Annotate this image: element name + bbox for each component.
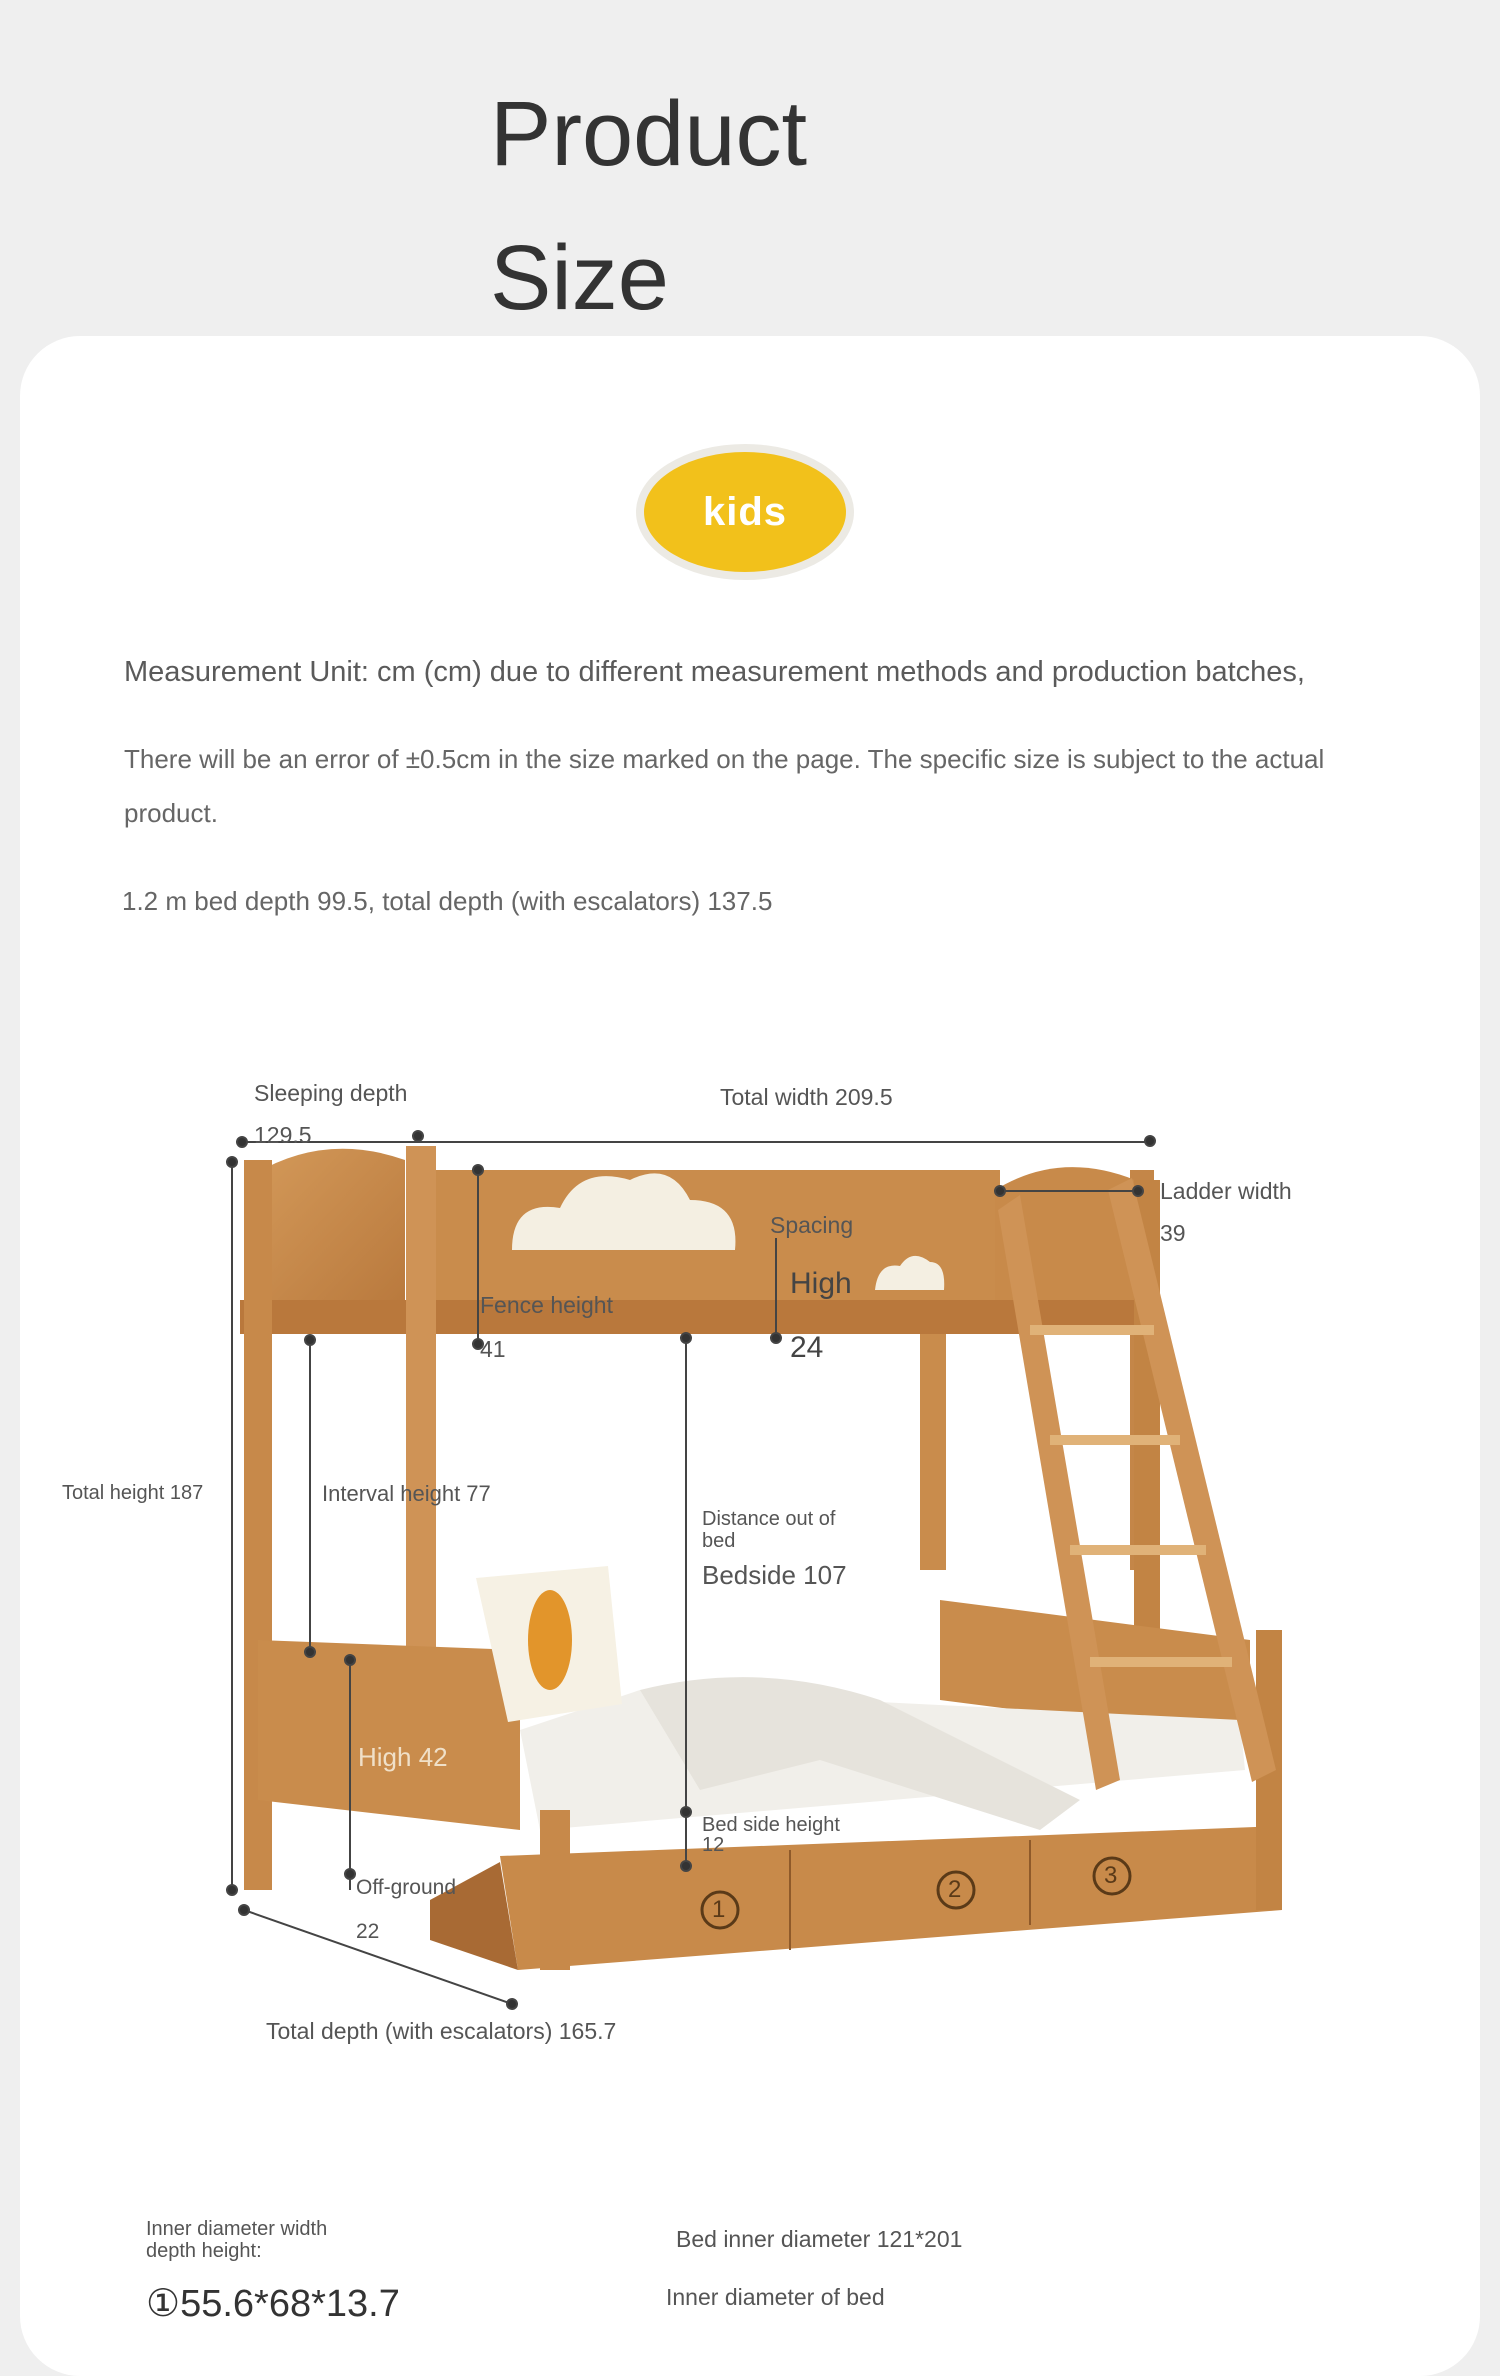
page-title-line2: Size (490, 227, 669, 329)
spacing-label: Spacing (770, 1212, 854, 1238)
off-ground-value: 22 (356, 1920, 380, 1943)
off-ground-label: Off-ground (356, 1876, 457, 1899)
fence-height-label: Fence height (480, 1292, 613, 1318)
fence-height-value: 41 (480, 1336, 506, 1362)
high-value: 24 (790, 1331, 824, 1364)
ladder-width-label: Ladder width (1160, 1178, 1292, 1204)
bedside-value: Bedside 107 (702, 1560, 847, 1590)
distance-out-of-bed-label: Distance out of bed (702, 1508, 836, 1552)
bed-side-height-value: 12 (702, 1834, 725, 1856)
total-depth-label: Total depth (with escalators) 165.7 (266, 2018, 617, 2044)
drawer-number-1: 1 (712, 1896, 726, 1923)
ladder-width-value: 39 (1160, 1220, 1186, 1246)
bed-side-height-label: Bed side height (702, 1814, 840, 1836)
kids-badge-label: kids (644, 452, 846, 572)
measurement-note: Measurement Unit: cm (cm) due to different measurement methods and production batches, (124, 656, 1305, 688)
total-height-label: Total height 187 (62, 1482, 204, 1504)
drawer-size-value: ①55.6*68*13.7 (146, 2283, 400, 2325)
drawer-number-3: 3 (1104, 1862, 1118, 1889)
high-42-label: High 42 (358, 1742, 448, 1772)
interval-height-label: Interval height 77 (322, 1481, 491, 1506)
high-label: High (790, 1267, 852, 1300)
bed-depth-note: 1.2 m bed depth 99.5, total depth (with escalators) 137.5 (122, 886, 773, 916)
error-note: There will be an error of ±0.5cm in the size marked on the page. The specific size is subject to the actual product. (124, 744, 1325, 828)
total-width-label: Total width 209.5 (720, 1084, 893, 1110)
sleeping-depth-label: Sleeping depth (254, 1080, 408, 1106)
inner-diameter-of-bed-label: Inner diameter of bed (666, 2284, 885, 2310)
inner-diameter-label: Inner diameter width depth height: (146, 2218, 328, 2262)
sleeping-depth-value: 129.5 (254, 1122, 312, 1148)
page-title-line1: Product (490, 83, 808, 185)
bed-inner-diameter-label: Bed inner diameter 121*201 (676, 2226, 963, 2252)
drawer-number-2: 2 (948, 1876, 962, 1903)
